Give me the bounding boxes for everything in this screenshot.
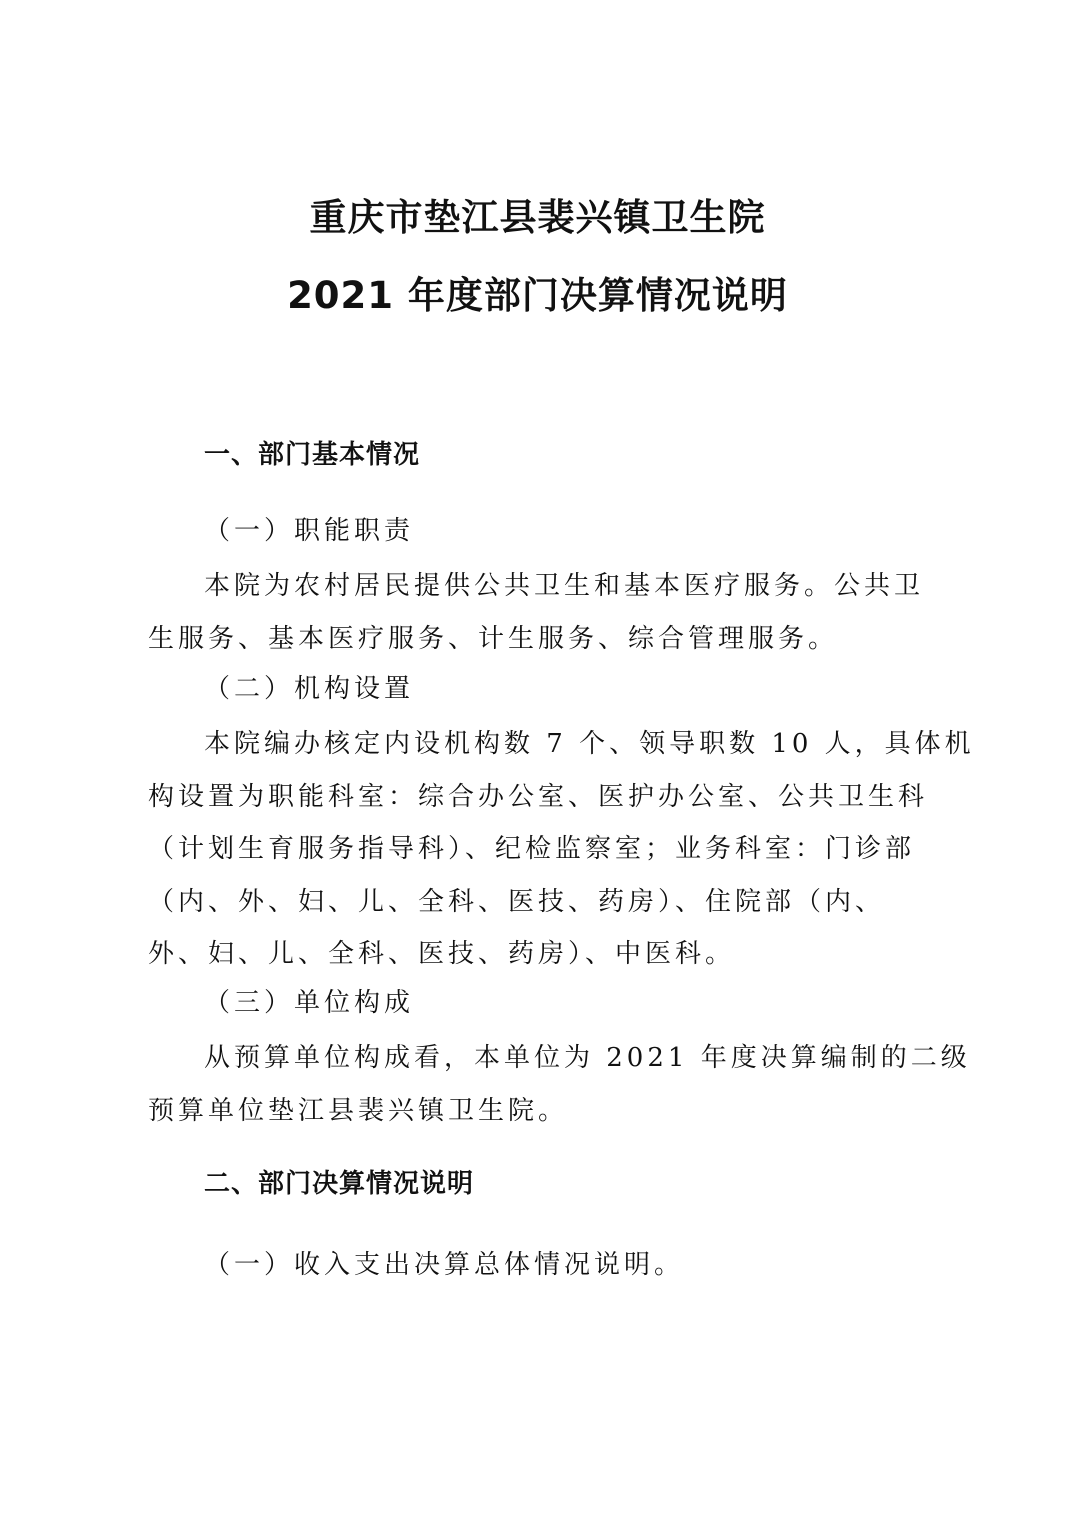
document-title-line2: 2021 年度部门决算情况说明	[287, 274, 788, 317]
subsection-heading-organization: （二）机构设置	[204, 674, 415, 704]
subsection-heading-unit-composition: （三）单位构成	[204, 988, 415, 1018]
paragraph-functions	[148, 560, 925, 665]
paragraph-line: 从预算单位构成看，本单位为 2021 年度决算编制的二级	[204, 1043, 971, 1073]
paragraph-line: 生服务、基本医疗服务、计生服务、综合管理服务。	[148, 623, 839, 654]
paragraph-line: 预算单位垫江县裴兴镇卫生院。	[148, 1095, 569, 1126]
paragraph-line: 本院为农村居民提供公共卫生和基本医疗服务。公共卫	[204, 571, 925, 601]
subsection-heading-functions: （一）职能职责	[204, 516, 415, 546]
section-heading-final-accounts: 二、部门决算情况说明	[204, 1169, 475, 1199]
document-title-line1: 重庆市垫江县裴兴镇卫生院	[309, 196, 766, 239]
paragraph-line: 构设置为职能科室：综合办公室、医护办公室、公共卫生科	[148, 781, 929, 812]
paragraph-unit-composition	[148, 1032, 971, 1137]
section-heading-basic-info: 一、部门基本情况	[204, 440, 421, 470]
paragraph-line: （计划生育服务指导科）、纪检监察室；业务科室：门诊部	[148, 834, 916, 864]
subsection-heading-income-expenditure: （一）收入支出决算总体情况说明。	[204, 1250, 685, 1280]
paragraph-organization	[148, 718, 975, 981]
paragraph-line: （内、外、妇、儿、全科、医技、药房）、住院部（内、	[148, 886, 886, 917]
paragraph-line: 外、妇、儿、全科、医技、药房）、中医科。	[148, 939, 736, 969]
paragraph-line: 本院编办核定内设机构数 7 个、领导职数 10 人，具体机	[204, 729, 975, 759]
